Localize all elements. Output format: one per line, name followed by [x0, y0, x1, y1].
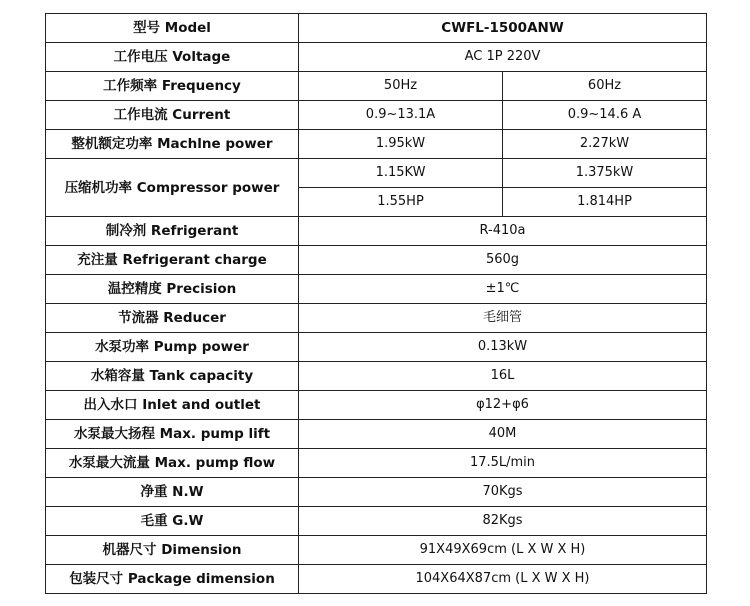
compressor-power-hp-60hz: 1.814HP: [503, 188, 707, 217]
machine-power-value-50hz: 1.95kW: [299, 130, 503, 159]
nw-value: 70Kgs: [299, 478, 707, 507]
refrigerant-charge-label: 充注量 Refrigerant charge: [46, 246, 299, 275]
max-pump-lift-label: 水泵最大扬程 Max. pump lift: [46, 420, 299, 449]
pump-power-label: 水泵功率 Pump power: [46, 333, 299, 362]
row-frequency: [46, 72, 707, 101]
row-max-pump-flow: [46, 449, 707, 478]
model-value: CWFL-1500ANW: [299, 14, 707, 43]
row-current: [46, 101, 707, 130]
current-label: 工作电流 Current: [46, 101, 299, 130]
machine-power-label: 整机额定功率 Machlne power: [46, 130, 299, 159]
max-pump-lift-value: 40M: [299, 420, 707, 449]
compressor-power-label: 压缩机功率 Compressor power: [46, 159, 299, 217]
compressor-power-kw-50hz: 1.15KW: [299, 159, 503, 188]
max-pump-flow-value: 17.5L/min: [299, 449, 707, 478]
tank-capacity-label: 水箱容量 Tank capacity: [46, 362, 299, 391]
compressor-power-hp-50hz: 1.55HP: [299, 188, 503, 217]
row-dimension: [46, 536, 707, 565]
row-precision: [46, 275, 707, 304]
row-inlet-outlet: [46, 391, 707, 420]
row-max-pump-lift: [46, 420, 707, 449]
frequency-value-50hz: 50Hz: [299, 72, 503, 101]
refrigerant-charge-value: 560g: [299, 246, 707, 275]
refrigerant-value: R-410a: [299, 217, 707, 246]
row-model: [46, 14, 707, 43]
dimension-value: 91X49X69cm (L X W X H): [299, 536, 707, 565]
precision-value: ±1℃: [299, 275, 707, 304]
row-pump-power: [46, 333, 707, 362]
row-gw: [46, 507, 707, 536]
gw-label: 毛重 G.W: [46, 507, 299, 536]
row-refrigerant-charge: [46, 246, 707, 275]
refrigerant-label: 制冷剂 Refrigerant: [46, 217, 299, 246]
row-reducer: [46, 304, 707, 333]
package-dimension-value: 104X64X87cm (L X W X H): [299, 565, 707, 594]
pump-power-value: 0.13kW: [299, 333, 707, 362]
spec-table: [45, 13, 707, 594]
voltage-value: AC 1P 220V: [299, 43, 707, 72]
frequency-label: 工作频率 Frequency: [46, 72, 299, 101]
compressor-power-kw-60hz: 1.375kW: [503, 159, 707, 188]
inlet-outlet-label: 出入水口 Inlet and outlet: [46, 391, 299, 420]
row-refrigerant: [46, 217, 707, 246]
reducer-value: 毛细管: [299, 304, 707, 333]
row-package-dimension: [46, 565, 707, 594]
current-value-60hz: 0.9~14.6 A: [503, 101, 707, 130]
inlet-outlet-value: φ12+φ6: [299, 391, 707, 420]
nw-label: 净重 N.W: [46, 478, 299, 507]
model-label: 型号 Model: [46, 14, 299, 43]
current-value-50hz: 0.9~13.1A: [299, 101, 503, 130]
package-dimension-label: 包装尺寸 Package dimension: [46, 565, 299, 594]
max-pump-flow-label: 水泵最大流量 Max. pump flow: [46, 449, 299, 478]
reducer-label: 节流器 Reducer: [46, 304, 299, 333]
row-compressor-power-kw: [46, 159, 707, 188]
dimension-label: 机器尺寸 Dimension: [46, 536, 299, 565]
row-machine-power: [46, 130, 707, 159]
tank-capacity-value: 16L: [299, 362, 707, 391]
frequency-value-60hz: 60Hz: [503, 72, 707, 101]
row-voltage: [46, 43, 707, 72]
precision-label: 温控精度 Precision: [46, 275, 299, 304]
gw-value: 82Kgs: [299, 507, 707, 536]
row-nw: [46, 478, 707, 507]
row-tank-capacity: [46, 362, 707, 391]
voltage-label: 工作电压 Voltage: [46, 43, 299, 72]
machine-power-value-60hz: 2.27kW: [503, 130, 707, 159]
